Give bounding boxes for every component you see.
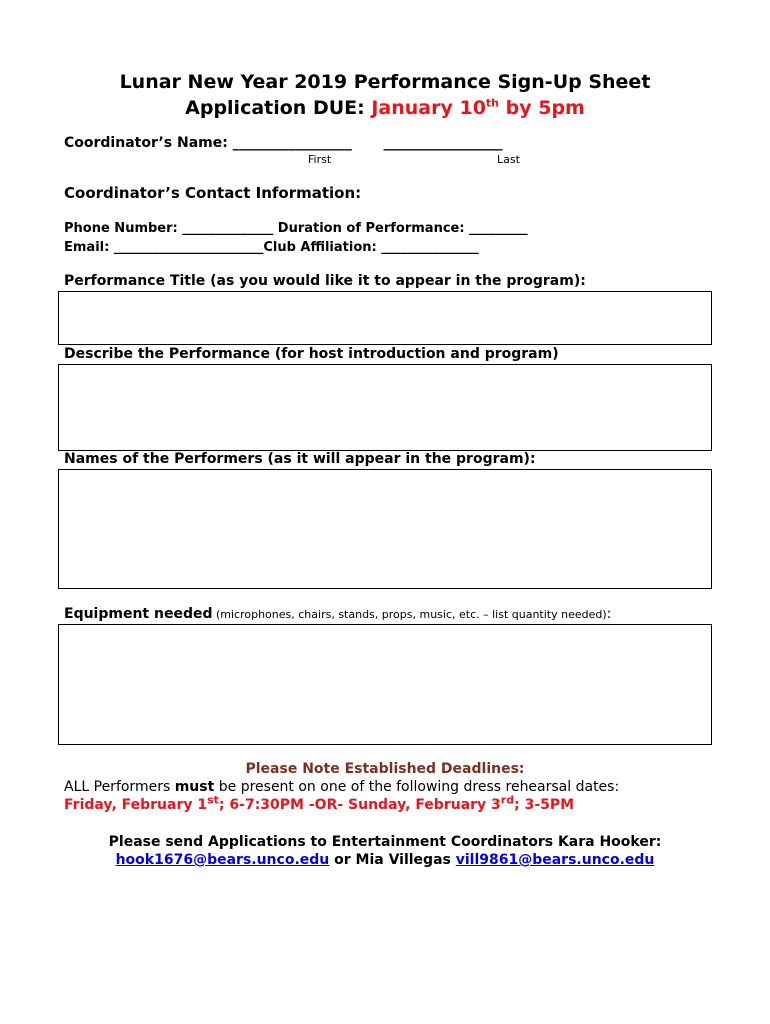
kara-email-link[interactable]: hook1676@bears.unco.edu	[115, 852, 330, 868]
page-title	[0, 69, 770, 121]
due-date	[371, 97, 585, 119]
due-prefix: Application DUE:	[185, 97, 372, 119]
title-line-2	[0, 95, 770, 121]
phone-duration-row[interactable]: Phone Number: ______________ Duration of Performance: _________	[64, 221, 528, 236]
equipment-label	[64, 606, 611, 622]
date1-rest: ; 6-7:30PM -OR- Sunday, February 3	[218, 797, 501, 813]
deadlines-heading: Please Note Established Deadlines:	[245, 761, 525, 777]
date2-rest: ; 3-5PM	[514, 797, 575, 813]
performers-box[interactable]	[58, 469, 712, 589]
performance-title-box[interactable]	[58, 291, 712, 345]
mia-email-link[interactable]: vill9861@bears.unco.edu	[455, 852, 655, 868]
coordinator-name-row[interactable]	[64, 135, 502, 151]
equipment-box[interactable]	[58, 624, 712, 745]
equipment-colon: :	[606, 606, 612, 622]
coordinator-last-blank[interactable]: _________________	[383, 135, 503, 151]
must-text: must	[174, 779, 215, 795]
last-name-caption: Last	[497, 153, 520, 166]
title-line-1: Lunar New Year 2019 Performance Sign-Up Sheet	[119, 71, 651, 93]
rehearsal-dates-line	[64, 793, 575, 813]
date1-text: Friday, February 1	[64, 797, 208, 813]
due-time: by 5pm	[499, 97, 585, 119]
describe-performance-label: Describe the Performance (for host introduction and program)	[64, 346, 559, 362]
equipment-label-text: Equipment needed	[64, 606, 213, 622]
contact-heading: Coordinator’s Contact Information:	[64, 184, 362, 202]
due-date-text: January 10	[371, 97, 486, 119]
date1-sup: st	[207, 793, 219, 807]
equipment-note: (microphones, chairs, stands, props, music, etc. – list quantity needed)	[212, 608, 607, 621]
coordinator-emails-line	[0, 852, 770, 868]
all-performers-text: ALL Performers	[64, 779, 175, 795]
first-name-caption: First	[308, 153, 332, 166]
email-club-row[interactable]: Email: _______________________Club Affiliation: _______________	[64, 240, 479, 255]
or-mia-text: or Mia Villegas	[329, 852, 456, 868]
coordinator-name-label: Coordinator’s Name: _________________	[64, 135, 352, 151]
send-applications-line: Please send Applications to Entertainment Coordinators Kara Hooker:	[108, 834, 662, 850]
rehearsal-text: be present on one of the following dress rehearsal dates:	[214, 779, 620, 795]
date2-sup: rd	[500, 793, 515, 807]
due-date-sup: th	[485, 96, 500, 110]
describe-performance-box[interactable]	[58, 364, 712, 451]
performance-title-label: Performance Title (as you would like it to appear in the program):	[64, 273, 586, 289]
all-performers-line	[64, 779, 619, 795]
performers-label: Names of the Performers (as it will appear in the program):	[64, 451, 536, 467]
